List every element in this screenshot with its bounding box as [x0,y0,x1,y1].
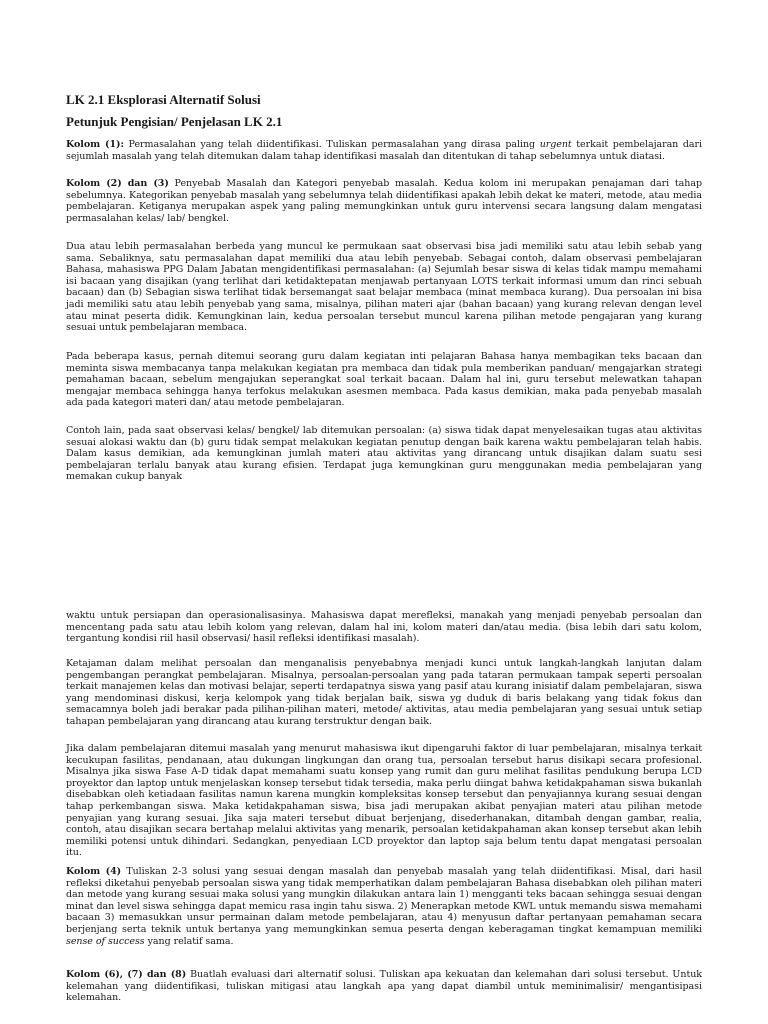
column-label: Kolom (6), (7) dan (8) [66,969,187,980]
paragraph-8 [66,743,702,859]
paragraph: waktu untuk persiapan dan operasionalisasinya. Mahasiswa dapat merefleksi, manakah yang menjadi penyebab persoalan dan mencentang pada satu atau lebih kolom yang relevan, dalam hal ini, kolom materi dan/atau media. (bisa lebih dari satu kolom, tergantung kondisi riil hasil observasi/ hasil refleksi identifikasi masalah). [66,610,702,645]
paragraph-kolom-2-3 [66,178,702,224]
paragraph-kolom-6-7-8 [66,969,702,1004]
paragraph: Ketajaman dalam melihat persoalan dan menganalisis penyebabnya menjadi kunci untuk langkah-langkah lanjutan dalam pengembangan perangkat pembelajaran. Misalnya, persoalan-persoalan yang pada tataran permukaan tampak seperti persoalan terkait manajemen kelas dan motivasi belajar, seperti terdapatnya siswa yang pasif atau kurang inisiatif dalam pembelajaran, siswa yang mendominasi diskusi, kerja kelompok yang tidak berjalan baik, siswa yg duduk di baris belakang yang tidak fokus dan semacamnya boleh jadi berakar pada pilihan-pilihan materi, metode/ aktivitas, atau media pembelajaran yang sesuai untuk setiap tahapan pembelajaran yang dirancang atau kurang terstruktur dengan baik. [66,658,702,727]
document-title [66,92,702,108]
paragraph-7 [66,658,702,728]
column-label: Kolom (1): [66,139,124,150]
paragraph-kolom-4 [66,866,702,947]
column-label: Kolom (2) dan (3) [66,178,169,189]
page-title: LK 2.1 Eksplorasi Alternatif Solusi [66,92,261,107]
paragraph: Kolom (6), (7) dan (8) Buatlah evaluasi dari alternatif solusi. Tuliskan apa kekuatan dan kelemahan dari solusi tersebut. Untuk kelemahan yang diidentifikasi, tuliskan mitigasi atau langkah apa yang dapat diambil untuk meminimalisir/ mengantisipasi kelemahan. [66,969,702,1004]
paragraph-3 [66,241,702,334]
emphasis: urgent [539,139,572,150]
paragraph-4 [66,351,702,409]
paragraph-5 [66,425,702,483]
paragraph: Pada beberapa kasus, pernah ditemui seorang guru dalam kegiatan inti pelajaran Bahasa hanya membagikan teks bacaan dan meminta siswa membacanya tanpa melakukan kegiatan pra membaca dan tidak pula memberikan panduan/ mengajarkan strategi pemahaman bacaan, sebelum mengajukan seperangkat soal terkait bacaan. Dalam hal ini, guru tersebut melewatkan tahapan mengajar membaca sehingga hanya terfokus melakukan asesmen membaca. Pada kasus demikian, maka pada penyebab masalah ada pada kategori materi dan/ atau metode pembelajaran. [66,351,702,409]
paragraph: Kolom (2) dan (3) Penyebab Masalah dan Kategori penyebab masalah. Kedua kolom ini merupakan penajaman dari tahap sebelumnya. Kategorikan penyebab masalah yang sebelumnya telah diidentifikasi apakah lebih dekat ke materi, metode, atau media pembelajaran. Ketiganya merupakan aspek yang paling memungkinkan untuk guru intervensi secara langsung dalam mengatasi permasalahan kelas/ lab/ bengkel. [66,178,702,224]
section-title: Petunjuk Pengisian/ Penjelasan LK 2.1 [66,114,283,129]
paragraph: Jika dalam pembelajaran ditemui masalah yang menurut mahasiswa ikut dipengaruhi faktor di luar pembelajaran, misalnya terkait kecukupan fasilitas, pendanaan, atau dukungan lingkungan dan orang tua, persoalan tersebut harus disikapi secara profesional. Misalnya jika siswa Fase A-D tidak dapat memahami suatu konsep yang rumit dan guru melihat fasilitas pendukung berupa LCD proyektor dan laptop untuk menjelaskan konsep tersebut tidak tersedia, maka perlu diingat bahwa ketidakpahaman siswa bukanlah disebabkan oleh ketiadaan fasilitas namun karena mungkin kompleksitas konsep tersebut dan penyajiannya kurang sesuai dengan tahap perkembangan siswa. Maka ketidakpahaman siswa, bisa jadi merupakan akibat penyajian materi atau pilihan metode penyajian yang kurang sesuai. Jika saja materi tersebut dibuat berjenjang, disederhanakan, ditambah dengan gambar, realia, contoh, atau disajikan secara bertahap melalui aktivitas yang menarik, persoalan ketidakpahaman akan konsep tersebut akan lebih memiliki potensi untuk dihindari. Sedangkan, penyediaan LCD proyektor dan laptop saja belum tentu dapat mengatasi persoalan itu. [66,743,702,859]
column-label: Kolom (4) [66,866,122,877]
paragraph: Kolom (4) Tuliskan 2-3 solusi yang sesuai dengan masalah dan penyebab masalah yang telah diidentifikasi. Misal, dari hasil refleksi diketahui penyebab persoalan siswa yang tidak memperhatikan dalam pembelajaran Bahasa disebabkan oleh pilihan materi dan metode yang kurang sesuai maka solusi yang mungkin dilakukan antara lain 1) mengganti teks bacaan sehingga sesuai dengan minat dan level siswa sehingga dapat memicu rasa ingin tahu siswa. 2) Menerapkan metode KWL untuk memandu siswa memahami bacaan 3) memasukkan unsur permainan dalam metode pembelajaran, atau 4) menyusun daftar pertanyaan pemahaman secara berjenjang serta teknik untuk bertanya yang memungkinkan semua peserta dengan keberagaman tingkat kemampuan memiliki sense of success yang relatif sama. [66,866,702,947]
emphasis: sense of success [66,935,145,947]
paragraph-kolom-1 [66,139,702,162]
paragraph: Contoh lain, pada saat observasi kelas/ bengkel/ lab ditemukan persoalan: (a) siswa tidak dapat menyelesaikan tugas atau aktivitas sesuai alokasi waktu dan (b) guru tidak sempat melakukan kegiatan penutup dengan baik karena waktu pembelajaran telah habis. Dalam kasus demikian, ada kemungkinan jumlah materi atau aktivitas yang dirancang untuk disajikan dalam suatu sesi pembelajaran terlalu banyak atau kurang efisien. Terdapat juga kemungkinan guru menggunakan media pembelajaran yang memakan cukup banyak [66,425,702,483]
paragraph: Dua atau lebih permasalahan berbeda yang muncul ke permukaan saat observasi bisa jadi memiliki satu atau lebih sebab yang sama. Sebaliknya, satu permasalahan dapat memiliki dua atau lebih penyebab. Sebagai contoh, dalam observasi pembelajaran Bahasa, mahasiswa PPG Dalam Jabatan mengidentifikasi permasalahan: (a) Sejumlah besar siswa di kelas tidak mampu memahami isi bacaan yang disajikan (yang terlihat dari ketidaktepatan menjawab pertanyaan LOTS terkait informasi umum dan rinci sebuah bacaan) dan (b) Sebagian siswa terlihat tidak bersemangat saat belajar membaca (minat membaca kurang). Dua persoalan ini bisa jadi memiliki satu atau lebih penyebab yang sama, misalnya, pilihan materi ajar (bahan bacaan) yang kurang relevan dengan level atau minat peserta didik. Kemungkinan lain, kedua persoalan tersebut muncul karena pilihan metode pengajaran yang kurang sesuai untuk pembelajaran membaca. [66,241,702,334]
document-subtitle [66,114,702,130]
paragraph: Kolom (1): Permasalahan yang telah diidentifikasi. Tuliskan permasalahan yang dirasa paling urgent terkait pembelajaran dari sejumlah masalah yang telah ditemukan dalam tahap identifikasi masalah dan ditentukan di tahap sebelumnya untuk diatasi. [66,139,702,162]
paragraph-6 [66,610,702,645]
